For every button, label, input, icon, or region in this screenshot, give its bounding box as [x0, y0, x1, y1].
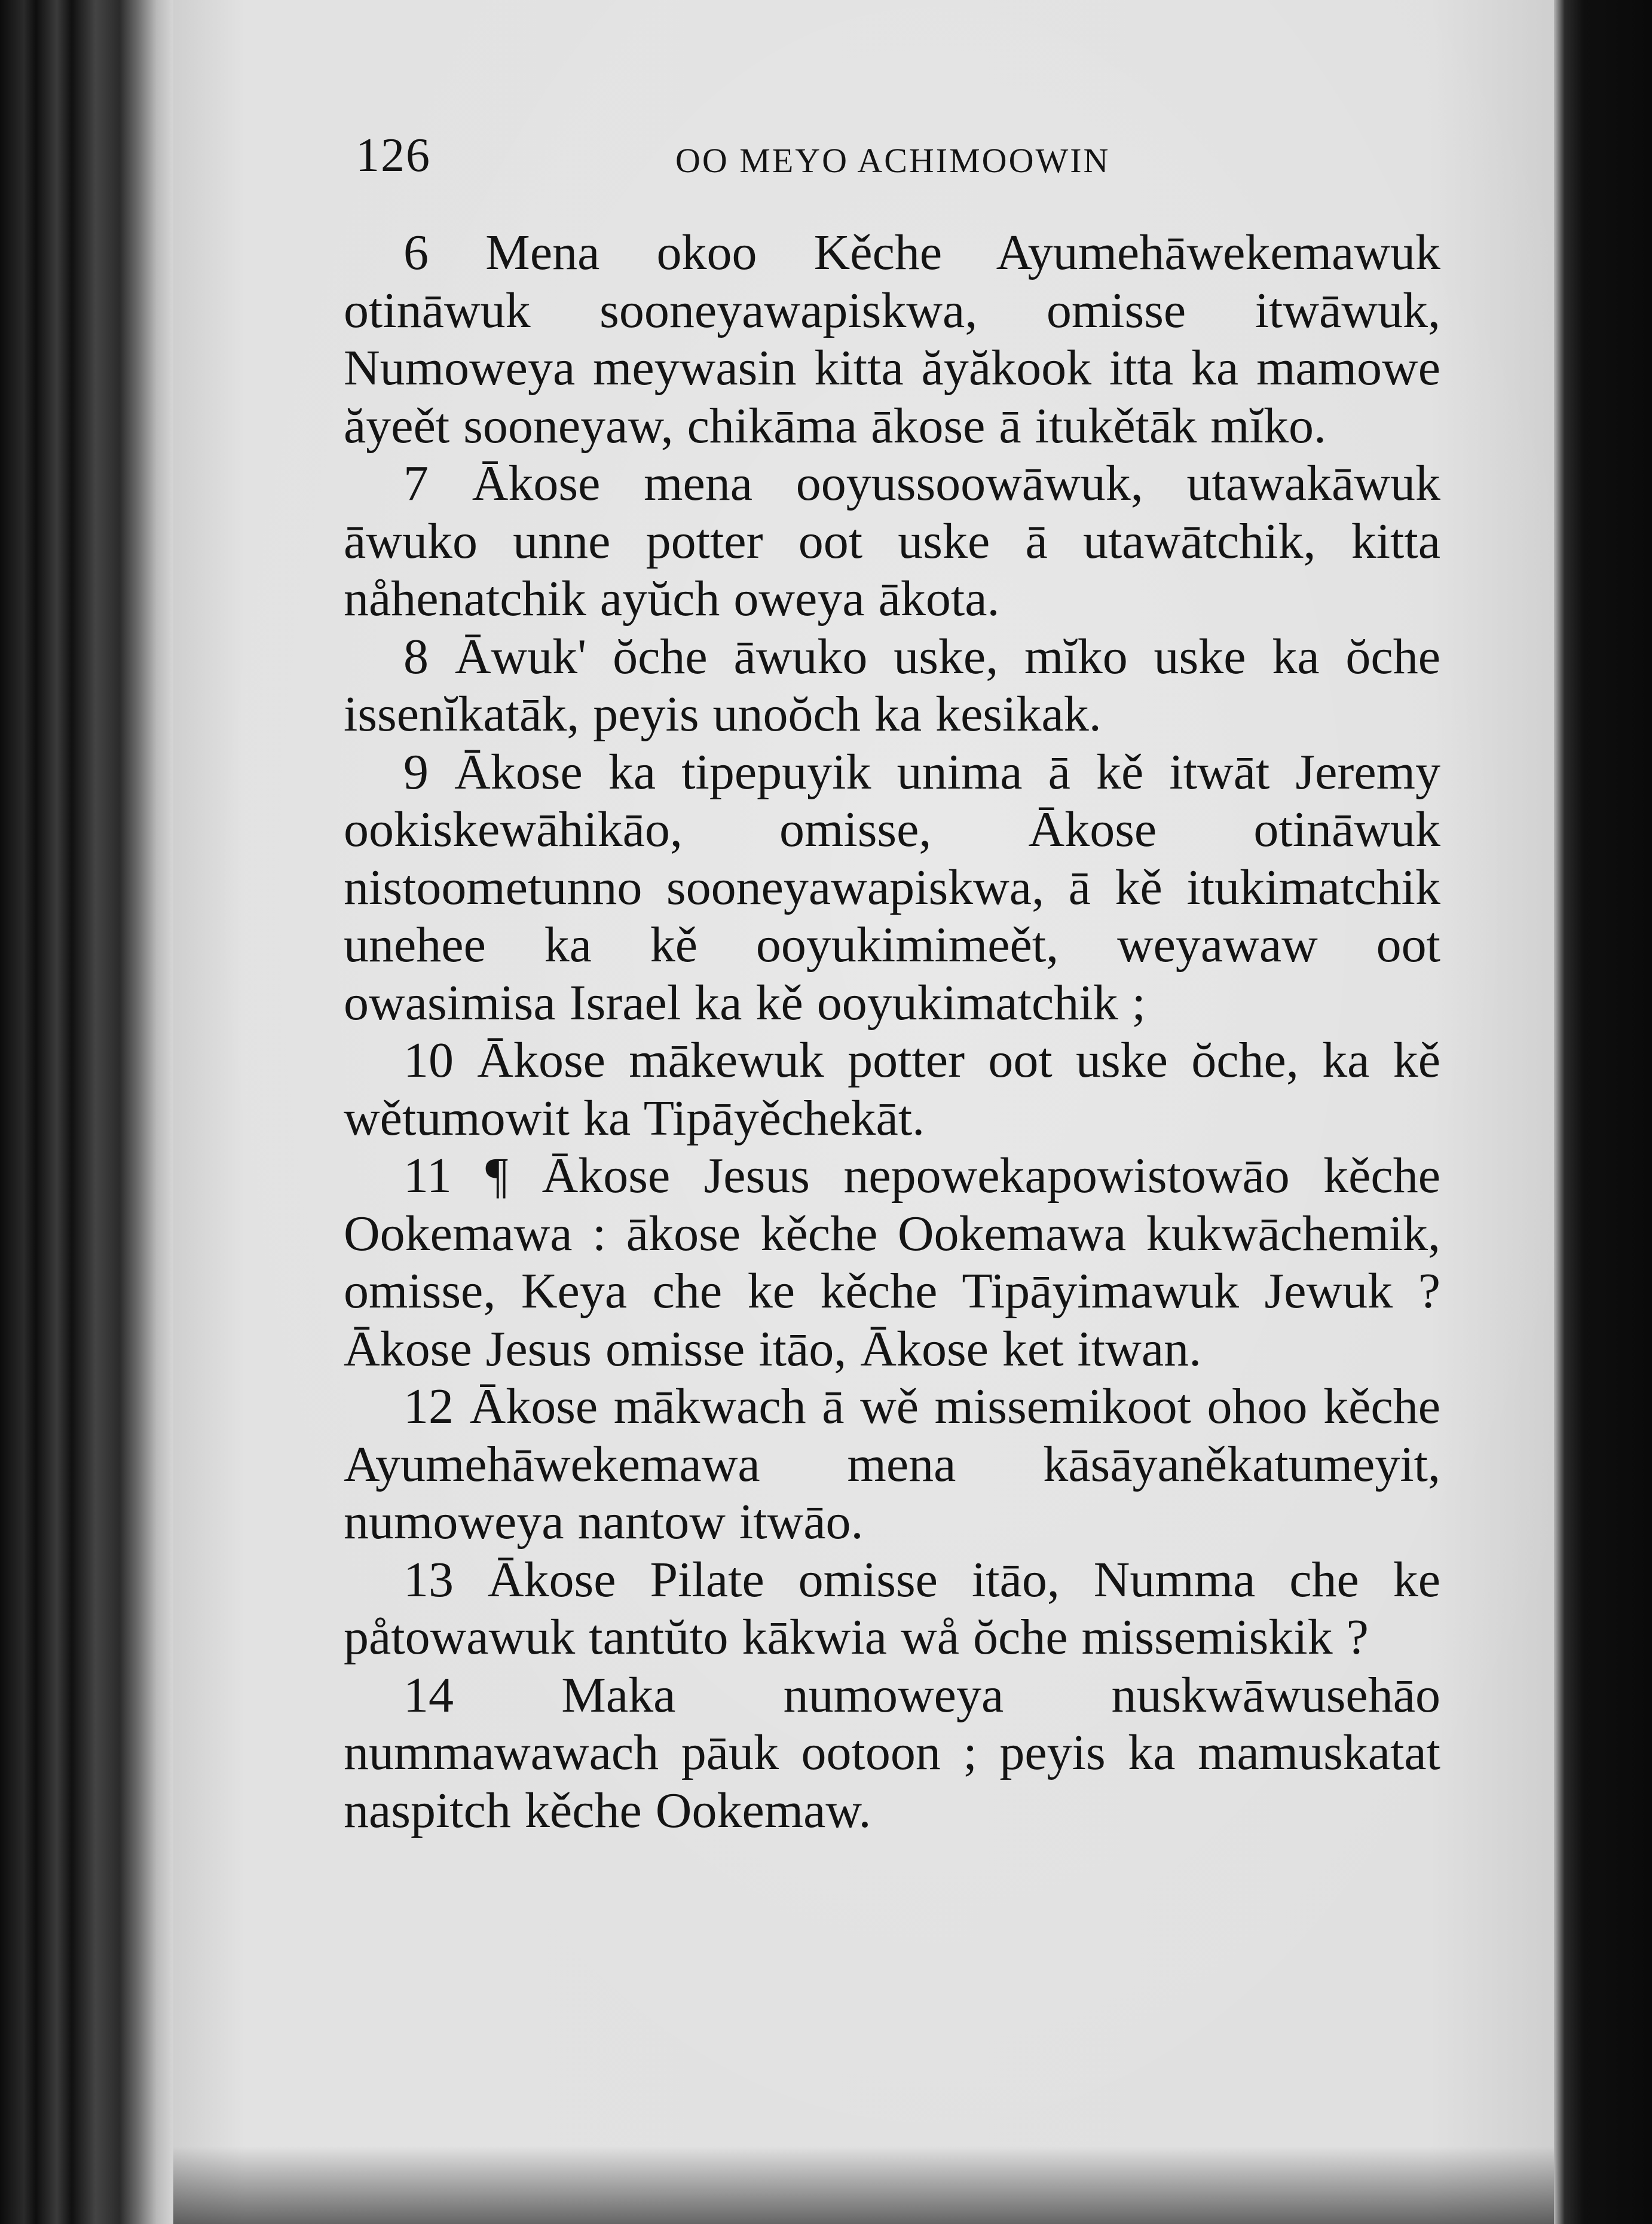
verse-paragraph: 12 Ākose mākwach ā wě missemikoot ohoo kěche Ayumehāwekemawa mena kāsāyaněkatumeyit, numoweya nantow itwāo.	[344, 1379, 1440, 1550]
running-title: OO MEYO ACHIMOOWIN	[675, 141, 1110, 180]
page-text	[344, 129, 1440, 1840]
page-header	[344, 129, 1440, 224]
page-number: 126	[356, 129, 431, 182]
verse-paragraph: 11 ¶ Ākose Jesus nepowekapowistowāo kěche Ookemawa : ākose kěche Ookemawa kukwāchemik, omisse, Keya che ke kěche Tipāyimawuk Jewuk ? Ākose Jesus omisse itāo, Ākose ket itwan.	[344, 1148, 1440, 1377]
verse-paragraph: 7 Ākose mena ooyussoowāwuk, utawakāwuk āwuko unne potter oot uske ā utawātchik, kitta nåhenatchik ayŭch oweya ākota.	[344, 456, 1440, 627]
verse-list	[344, 224, 1440, 1840]
verse-paragraph: 6 Mena okoo Kěche Ayumehāwekemawuk otināwuk sooneyawapiskwa, omisse itwāwuk, Numoweya meywasin kitta ăyăkook itta ka mamowe ăyeět sooneyaw, chikāma ākose ā itukětāk mĭko.	[344, 225, 1440, 454]
verse-paragraph: 10 Ākose mākewuk potter oot uske ŏche, ka kě wětumowit ka Tipāyěchekāt.	[344, 1032, 1440, 1146]
verse-paragraph: 13 Ākose Pilate omisse itāo, Numma che ke påtowawuk tantŭto kākwia wå ŏche missemiskik ?	[344, 1551, 1440, 1665]
verse-paragraph: 9 Ākose ka tipepuyik unima ā kě itwāt Jeremy ookiskewāhikāo, omisse, Ākose otināwuk nistoometunno sooneyawapiskwa, ā kě itukimatchik unehee ka kě ooyukimimeět, weyawaw oot owasimisa Israel ka kě ooyukimatchik ;	[344, 744, 1440, 1031]
bottom-shadow	[173, 2146, 1554, 2224]
verse-paragraph: 14 Maka numoweya nuskwāwusehāo nummawawach pāuk ootoon ; peyis ka mamuskatat naspitch kěche Ookemaw.	[344, 1667, 1440, 1838]
page-edge-shadow	[1554, 0, 1652, 2224]
book-binding	[0, 0, 173, 2224]
verse-paragraph: 8 Āwuk' ŏche āwuko uske, mĭko uske ka ŏche issenĭkatāk, peyis unoŏch ka kesikak.	[344, 628, 1440, 742]
